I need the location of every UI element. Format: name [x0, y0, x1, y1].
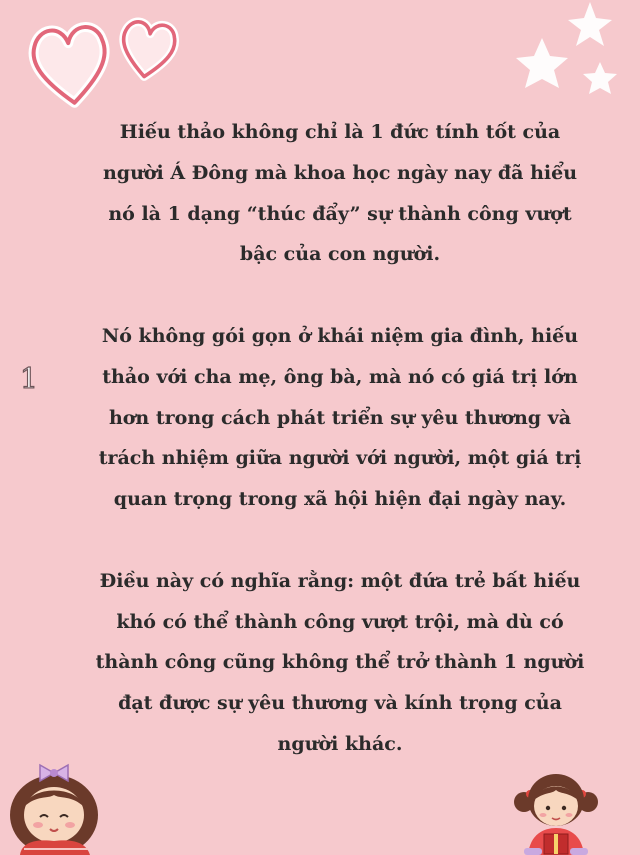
- text-line: Điều này có nghĩa rằng: một đứa trẻ bất hiếu: [99, 569, 581, 592]
- text-line: khó có thể thành công vượt trội, mà dù có: [116, 610, 564, 633]
- text-line: quan trọng trong xã hội hiện đại ngày nay.: [113, 488, 567, 511]
- paragraph-3: [70, 561, 610, 765]
- text-line: nó là 1 dạng “thúc đẩy” sự thành công vượt: [108, 202, 572, 225]
- text-line: người khác.: [277, 732, 403, 755]
- text-line: thành công cũng không thể trở thành 1 người: [95, 651, 585, 674]
- body-text: [70, 112, 610, 806]
- text-line: trách nhiệm giữa người với người, một giá trị: [98, 447, 582, 470]
- paragraph-1: [70, 112, 610, 275]
- girl-with-pigtails-illustration: [510, 770, 602, 855]
- hearts-icon: [22, 5, 182, 110]
- text-line: đạt được sự yêu thương và kính trọng của: [118, 692, 562, 715]
- text-line: Hiếu thảo không chỉ là 1 đức tính tốt của: [119, 121, 561, 143]
- paragraph-2: [70, 316, 610, 520]
- stars-icon: [502, 0, 632, 112]
- girl-with-bow-illustration: [0, 755, 112, 855]
- text-line: Nó không gói gọn ở khái niệm gia đình, hiếu: [101, 324, 579, 347]
- page-number: 1: [20, 362, 38, 395]
- text-line: hơn trong cách phát triển sự yêu thương và: [108, 406, 572, 429]
- text-line: thảo với cha mẹ, ông bà, mà nó có giá trị lớn: [102, 365, 578, 388]
- text-line: người Á Đông mà khoa học ngày nay đã hiểu: [102, 161, 578, 184]
- text-line: bậc của con người.: [239, 243, 441, 266]
